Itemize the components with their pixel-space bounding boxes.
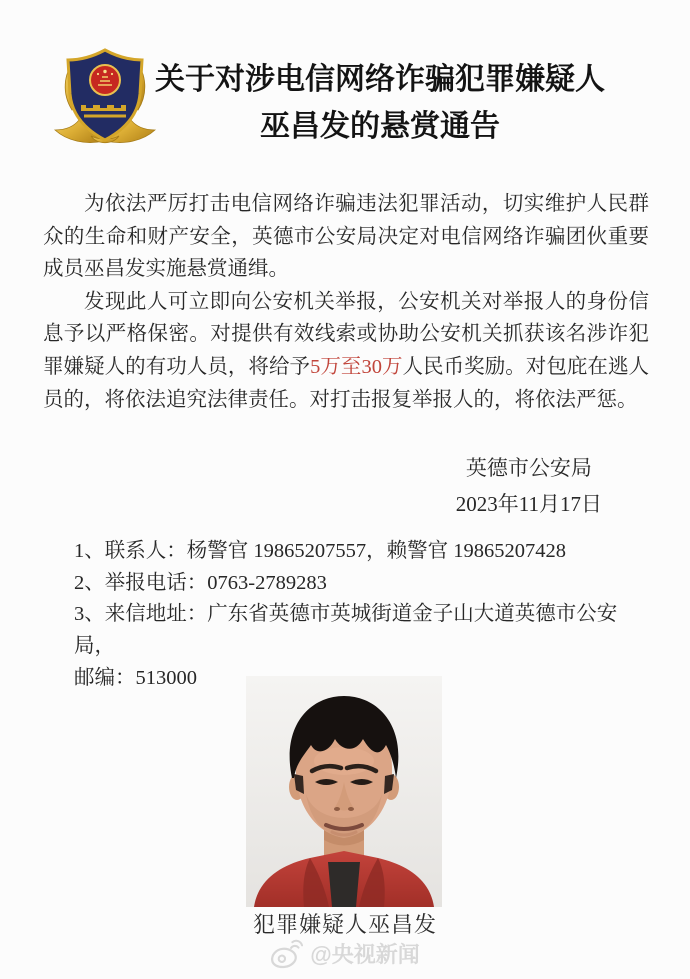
watermark-text: @央视新闻 <box>310 942 420 967</box>
notice-body <box>43 188 649 416</box>
contact-line-hotline: 2、举报电话：0763-2789283 <box>74 571 327 594</box>
contact-line-postcode: 邮编：513000 <box>74 666 197 689</box>
photo-caption: 犯罪嫌疑人巫昌发 <box>252 912 437 937</box>
contact-line-address: 3、来信地址：广东省英德市英城街道金子山大道英德市公安局， <box>74 603 618 658</box>
paragraph-2-tail: 人民币奖励。对包庇在逃人员的，将依法追究法律责任。对打击报复举报人的，将依法严惩。 <box>43 355 650 411</box>
notice-paragraph-2 <box>43 286 649 416</box>
notice-paragraph-1: 为依法严厉打击电信网络诈骗违法犯罪活动，切实维护人民群众的生命和财产安全，英德市公安局决定对电信网络诈骗团伙重要成员巫昌发实施悬赏通缉。 <box>43 193 649 281</box>
signature-block <box>456 450 602 522</box>
notice-title <box>112 56 648 150</box>
suspect-photo <box>246 676 442 907</box>
notice-title-line2: 巫昌发的悬赏通告 <box>260 110 500 143</box>
paragraph-2-lead: 发现此人可立即向公安机关举报，公安机关对举报人的身份信息予以严格保密。对提供有效线索或协助公安机关抓获该名涉诈犯罪嫌疑人的有功人员，将给予 <box>43 290 649 378</box>
issue-date: 2023年11月17日 <box>455 492 602 516</box>
notice-title-line1: 关于对涉电信网络诈骗犯罪嫌疑人 <box>155 63 605 96</box>
issuer-name: 英德市公安局 <box>465 456 592 480</box>
watermark <box>0 938 690 969</box>
contact-list <box>74 536 656 695</box>
weibo-icon <box>269 938 306 969</box>
contact-line-persons: 1、联系人：杨警官 19865207557，赖警官 19865207428 <box>74 540 566 562</box>
reward-amount: 5万至30万 <box>310 355 403 378</box>
